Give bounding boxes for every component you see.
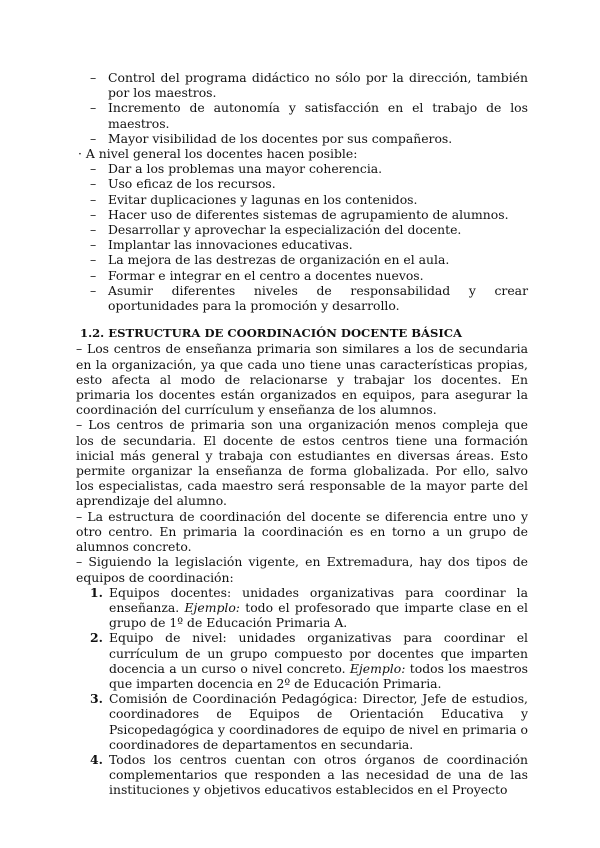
item-text: todo el profesorado que imparte clase en el grupo de 1º de Educación Primaria A.: [109, 599, 528, 631]
list-item: [90, 584, 528, 631]
item-text: Equipos docentes: unidades organizativas para coordinar la enseñanza.: [109, 584, 528, 615]
list-item: – Formar e integrar en el centro a docentes nuevos.: [108, 268, 528, 283]
list-item: – Asumir diferentes niveles de responsabilidad y crear oportunidades para la promoción y desarrollo.: [108, 283, 528, 313]
list-item: – Implantar las innovaciones educativas.: [108, 237, 528, 252]
paragraph: – La estructura de coordinación del docente se diferencia entre uno y otro centro. En primaria la coordinación es en torno a un grupo de alumnos concreto.: [76, 508, 528, 555]
coordination-teams-list: [76, 585, 528, 798]
item-text: Equipo de nivel: unidades organizativas para coordinar el currículum de un grupo compuesto por docentes que imparten docencia a un curso o nivel concreto.: [109, 630, 528, 676]
list-item: [90, 630, 528, 691]
list-item: [90, 691, 528, 752]
list-item: – Incremento de autonomía y satisfacción en el trabajo de los maestros.: [108, 100, 528, 130]
item-number: 1.: [90, 584, 103, 600]
item-text: todos los maestros que imparten docencia en 2º de Educación Primaria.: [109, 660, 528, 691]
general-benefits-list: [76, 161, 528, 313]
list-item: – Uso eficaz de los recursos.: [108, 176, 528, 191]
item-text: Comisión de Coordinación Pedagógica: Director, Jefe de estudios, coordinadores de Equipos de Orientación Educativa y Psicopedagógica y coordinadores de equipo de nivel en primaria o coordinadores de departamentos en secundaria.: [109, 691, 528, 752]
list-item: – Mayor visibilidad de los docentes por sus compañeros.: [108, 131, 528, 146]
section-heading: 1.2. ESTRUCTURA DE COORDINACIÓN DOCENTE BÁSICA: [80, 326, 463, 341]
example-label: Ejemplo:: [349, 660, 406, 676]
list-item: – La mejora de las destrezas de organización en el aula.: [108, 252, 528, 267]
list-item: – Control del programa didáctico no sólo por la dirección, también por los maestros.: [108, 70, 528, 100]
item-number: 3.: [90, 691, 103, 707]
list-item: – Hacer uso de diferentes sistemas de agrupamiento de alumnos.: [108, 207, 528, 222]
item-text: Todos los centros cuentan con otros órganos de coordinación complementarios que responden a las necesidad de una de las instituciones y objetivos educativos establecidos en el Proyecto: [109, 751, 528, 798]
item-number: 2.: [90, 630, 103, 646]
page-content: [76, 70, 528, 798]
general-benefits-intro: · A nivel general los docentes hacen posible:: [78, 146, 358, 162]
advantages-list-teachers: [76, 70, 528, 146]
list-item: – Evitar duplicaciones y lagunas en los contenidos.: [108, 192, 528, 207]
list-item: [90, 751, 528, 798]
paragraph: – Siguiendo la legislación vigente, en Extremadura, hay dos tipos de equipos de coordinación:: [76, 554, 528, 585]
paragraph: – Los centros de enseñanza primaria son similares a los de secundaria en la organización, ya que cada uno tiene unas características propias, esto afecta al modo de relacionarse y trabajar los docentes. En primaria los docentes están organizados en equipos, para asegurar la coordinación del currículum y enseñanza de los alumnos.: [76, 341, 528, 418]
list-item: – Desarrollar y aprovechar la especialización del docente.: [108, 222, 528, 237]
example-label: Ejemplo:: [184, 599, 240, 615]
paragraph: – Los centros de primaria son una organización menos compleja que los de secundaria. El docente de estos centros tiene una formación inicial más general y trabaja con estudiantes en diversas áreas. Esto permite organizar la enseñanza de forma globalizada. Por ello, salvo los especialistas, cada maestro será responsable de la mayor parte del aprendizaje del alumno.: [76, 417, 528, 509]
list-item: – Dar a los problemas una mayor coherencia.: [108, 161, 528, 176]
item-number: 4.: [90, 751, 103, 767]
